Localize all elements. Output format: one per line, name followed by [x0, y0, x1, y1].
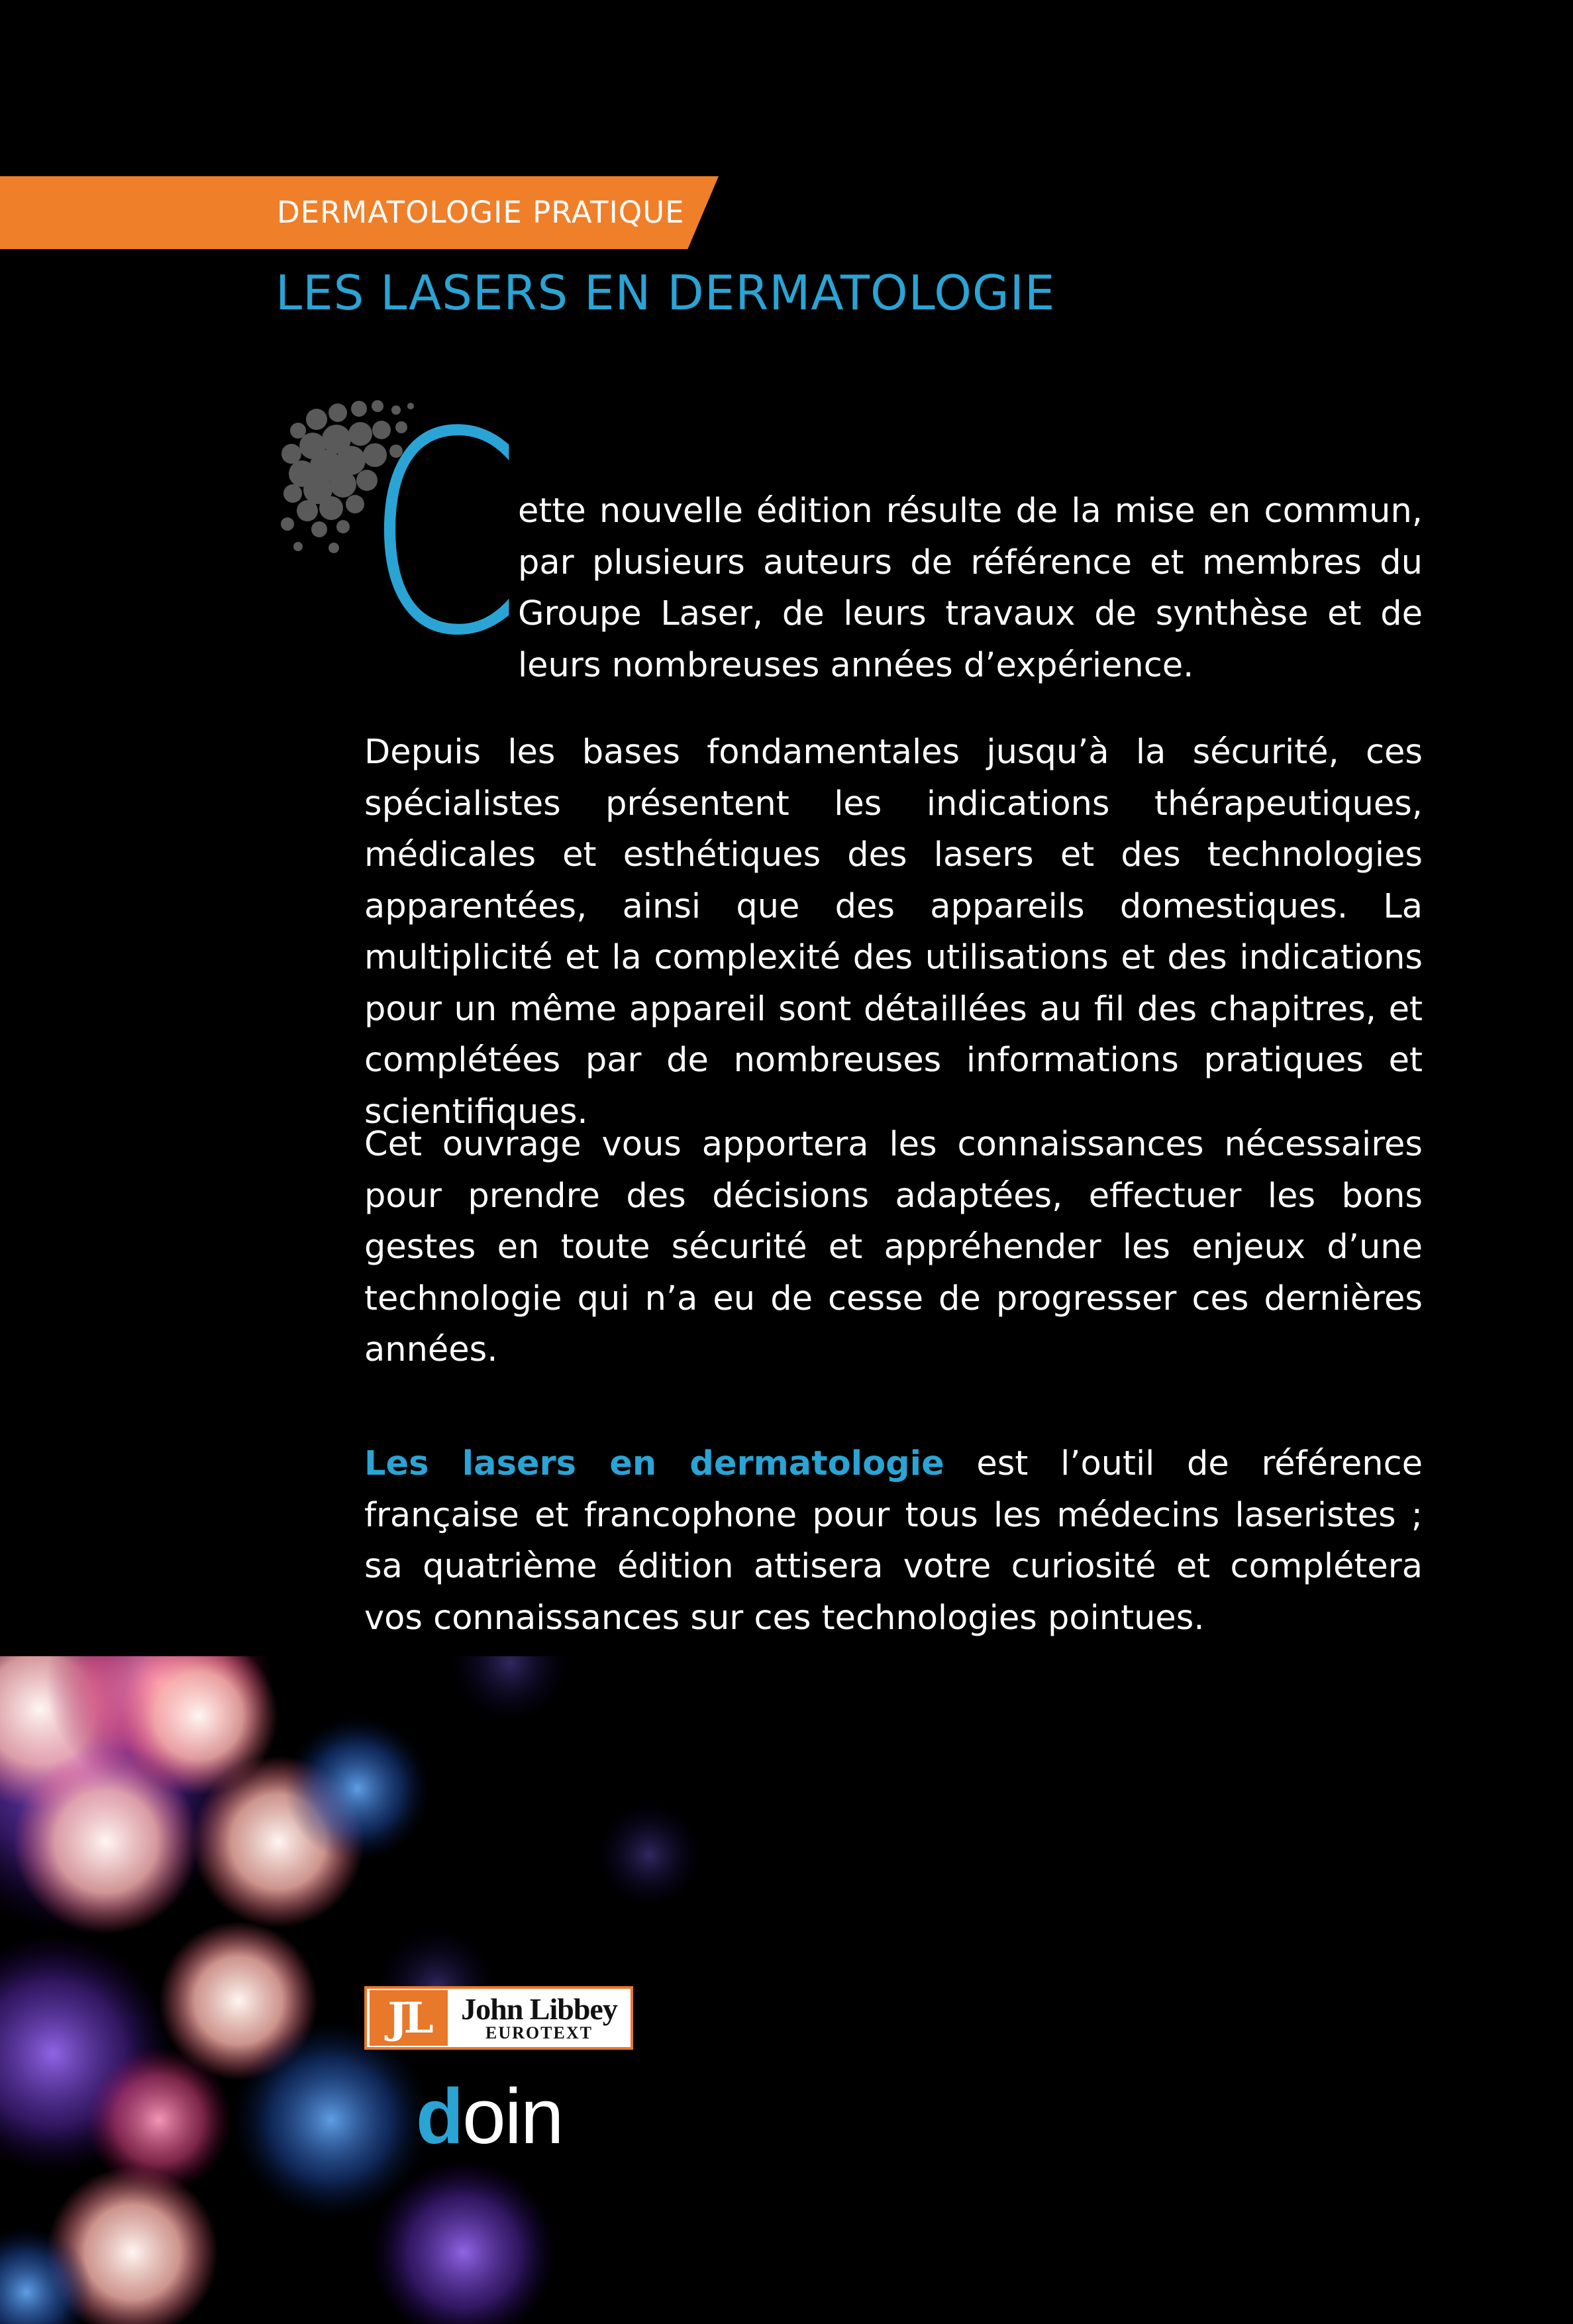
- decorative-dot: [281, 517, 294, 531]
- john-libbey-name: John Libbey: [461, 1992, 617, 2026]
- decorative-dot: [306, 409, 327, 430]
- decorative-dot: [281, 444, 301, 464]
- decorative-dot: [329, 543, 339, 553]
- decorative-dot: [336, 520, 350, 533]
- drop-cap: C: [366, 373, 521, 697]
- decorative-dot: [297, 500, 318, 521]
- decorative-dot: [283, 484, 302, 503]
- eurotext-label: EUROTEXT: [485, 2023, 593, 2042]
- benefits-paragraph: Cet ouvrage vous apportera les connaissances nécessaires pour prendre des décisions adaptées, effectuer les bons gestes en toute sécurité et appréhender les enjeux d’une technologie qui n’a eu de cesse de progresser ces dernières années.: [364, 1125, 1423, 1369]
- doin-rest: oin: [462, 2073, 563, 2160]
- doin-logo: [416, 2074, 563, 2160]
- doin-d: d: [416, 2073, 463, 2160]
- intro-paragraph: ette nouvelle édition résulte de la mise en commun, par plusieurs auteurs de référence et membres du Groupe Laser, de leurs travaux de synthèse et de leurs nombreuses années d’expérience.: [518, 492, 1423, 685]
- decorative-dot: [293, 542, 303, 551]
- decorative-dot: [319, 496, 343, 520]
- book-title-highlight: Les lasers en dermatologie: [364, 1444, 944, 1483]
- jl-monogram: JL: [370, 1990, 448, 2046]
- closing-text: est l’outil de référence française et francophone pour tous les médecins laseristes ; sa quatrième édition attisera votre curiosité et complétera vos connaissances sur ces technologies pointues.: [364, 1444, 1423, 1638]
- decorative-dot: [329, 403, 347, 422]
- book-title: LES LASERS EN DERMATOLOGIE: [276, 265, 1056, 321]
- john-libbey-logo: [364, 1986, 633, 2050]
- decorative-dot: [311, 521, 327, 537]
- content-paragraph: Depuis les bases fondamentales jusqu’à la sécurité, ces spécialistes présentent les indications thérapeutiques, médicales et esthétiques des lasers et des technologies apparentées, ainsi que des appareils domestiques. La multiplicité et la complexité des utilisations et des indications pour un même appareil sont détaillées au fil des chapitres, et complétées par de nombreuses informations pratiques et scientifiques.: [364, 733, 1423, 1132]
- closing-paragraph: [364, 1438, 1423, 1644]
- series-name: DERMATOLOGIE PRATIQUE: [277, 195, 685, 230]
